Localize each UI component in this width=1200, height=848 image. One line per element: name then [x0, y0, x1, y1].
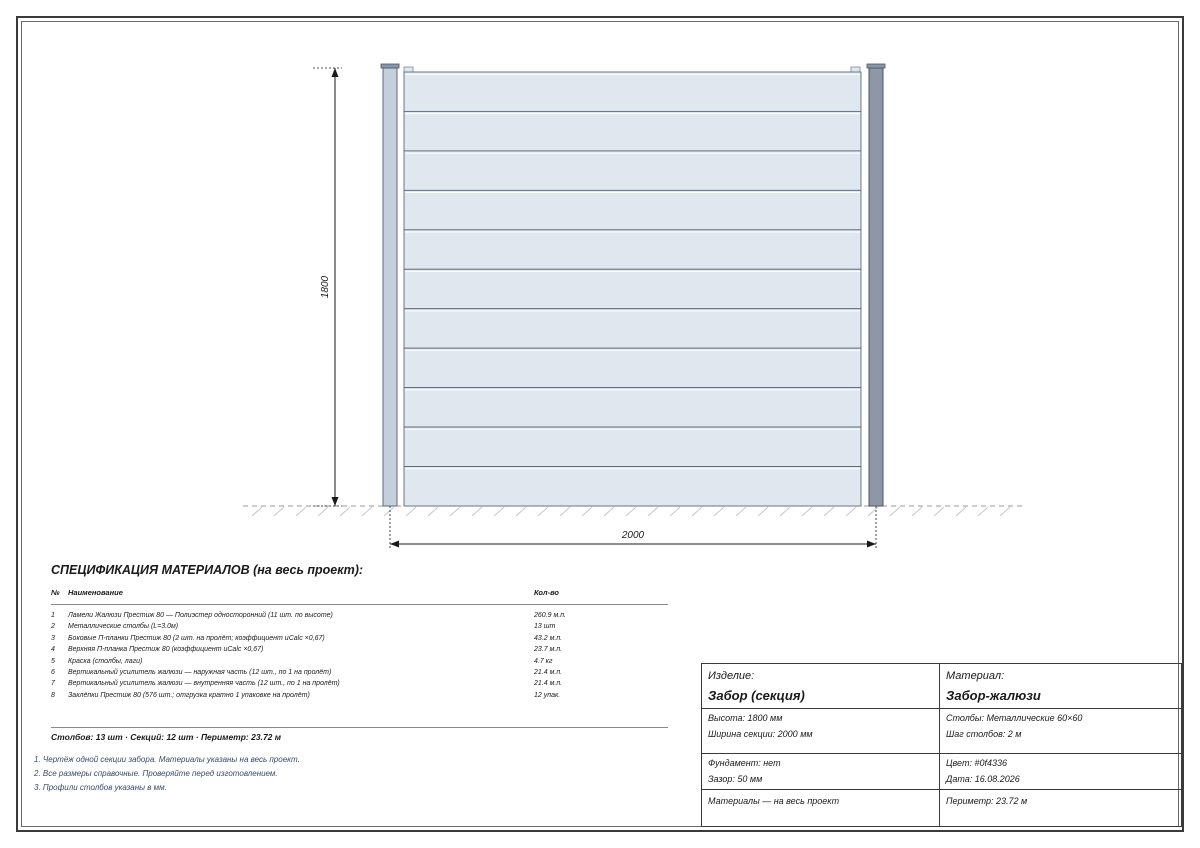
ground-hatch-mark: [890, 507, 900, 516]
spec-row-name: Верхняя П-планка Престиж 80 (коэффициент uCalc ×0,67): [68, 646, 264, 654]
ground-hatch-mark: [758, 507, 768, 516]
date-value: Дата: 16.08.2026: [946, 774, 1020, 784]
spec-row: [0, 658, 680, 670]
right-post: [869, 68, 883, 506]
ground-hatch-mark: [560, 507, 570, 516]
spec-row-name: Заклёпки Престиж 80 (576 шт.; отгрузка кратно 1 упаковке на пролёт): [68, 691, 310, 699]
ground-hatch-mark: [1000, 507, 1010, 516]
spec-col-name: Наименование: [68, 588, 123, 597]
spec-row: [0, 692, 680, 704]
title-block: [701, 663, 1182, 827]
lamel: [404, 427, 861, 466]
ground-hatch-mark: [296, 507, 306, 516]
spec-row-no: 8: [51, 691, 55, 699]
ground-hatch-mark: [340, 507, 350, 516]
product-value: Забор (секция): [708, 688, 805, 703]
ground-hatch-mark: [802, 507, 812, 516]
lamel: [404, 190, 861, 229]
lamel: [404, 269, 861, 308]
ground-hatch-mark: [780, 507, 790, 516]
lamel: [404, 111, 861, 150]
ground-hatch-mark: [626, 507, 636, 516]
spec-footer-rule: [51, 727, 668, 728]
ground-hatch-mark: [978, 507, 988, 516]
ground-hatch-mark: [406, 507, 416, 516]
title-block-divider: [939, 664, 940, 826]
note-2: 2. Все размеры справочные. Проверяйте перед изготовлением.: [34, 769, 278, 778]
spec-row-name: Боковые П-планки Престиж 80 (2 шт. на пролёт; коэффициент uCalc ×0,67): [68, 634, 325, 642]
material-value: Забор-жалюзи: [946, 688, 1041, 703]
title-block-rule-3: [702, 789, 1181, 790]
ground-hatch-mark: [868, 507, 878, 516]
spec-row-no: 3: [51, 634, 55, 642]
lamel-group: [404, 72, 861, 506]
ground-hatch-mark: [516, 507, 526, 516]
height-arrow-bottom: [332, 497, 339, 506]
ground-hatch-mark: [692, 507, 702, 516]
spec-row: [0, 646, 680, 658]
spec-row-name: Вертикальный усилитель жалюзи — внутренняя часть (12 шт., по 1 на пролёт): [68, 680, 340, 688]
color-value: Цвет: #0f4336: [946, 758, 1007, 768]
ground-hatch-mark: [934, 507, 944, 516]
lamel: [404, 388, 861, 427]
spec-header-rule: [51, 604, 668, 605]
lamel: [404, 230, 861, 269]
ground-hatch-mark: [428, 507, 438, 516]
lamel: [404, 309, 861, 348]
height-value: Высота: 1800 мм: [708, 713, 783, 723]
spec-row: [0, 635, 680, 647]
spec-col-no: №: [51, 588, 60, 597]
right-post-cap: [867, 64, 885, 68]
left-post-cap: [381, 64, 399, 68]
ground-hatch-mark: [318, 507, 328, 516]
material-label: Материал:: [946, 670, 1005, 682]
spec-row-qty: 260.9 м.п.: [534, 612, 567, 619]
posts-value: Столбы: Металлические 60×60: [946, 713, 1083, 723]
ground-hatch-mark: [582, 507, 592, 516]
spec-row-qty: 4.7 кг: [534, 657, 553, 665]
height-dimension-label: 1800: [320, 275, 331, 299]
width-arrow-right: [867, 541, 876, 548]
spec-row-qty: 21.4 м.п.: [534, 669, 563, 676]
ground-hatch-mark: [670, 507, 680, 516]
ground-hatch-mark: [648, 507, 658, 516]
title-block-rule-2: [702, 753, 1181, 754]
spec-row-name: Металлические столбы (L=3.0м): [68, 623, 179, 631]
spec-row-no: 6: [51, 669, 55, 676]
product-label: Изделие:: [708, 670, 755, 682]
lamel: [404, 467, 861, 506]
left-post: [383, 68, 397, 506]
spec-row-name: Ламели Жалюзи Престиж 80 — Полиэстер односторонний (11 шт. по высоте): [68, 612, 333, 619]
spec-row-qty: 12 упак.: [534, 691, 561, 699]
ground-hatch-mark: [714, 507, 724, 516]
ground-hatch-mark: [472, 507, 482, 516]
ground-hatch-mark: [846, 507, 856, 516]
ground-hatch-mark: [274, 507, 284, 516]
ground-hatch-mark: [956, 507, 966, 516]
ground-hatch: [252, 507, 1010, 516]
title-block-rule-1: [702, 708, 1181, 709]
lamel: [404, 348, 861, 387]
spec-row: [0, 680, 680, 692]
spec-row-name: Краска (столбы, лаги): [68, 657, 143, 665]
ground-hatch-mark: [538, 507, 548, 516]
spec-row-qty: 21.4 м.п.: [534, 680, 563, 688]
spec-summary: Столбов: 13 шт · Секций: 12 шт · Периметр: 23.72 м: [51, 732, 282, 742]
spec-row-no: 2: [51, 623, 55, 631]
spec-row-qty: 43.2 м.п.: [534, 634, 563, 642]
spec-row-no: 4: [51, 646, 55, 654]
ground-hatch-mark: [384, 507, 394, 516]
ground-hatch-mark: [912, 507, 922, 516]
gap-value: Зазор: 50 мм: [708, 774, 763, 784]
spec-row: [0, 623, 680, 635]
spec-row-no: 5: [51, 657, 55, 665]
spec-row-qty: 13 шт: [534, 623, 556, 631]
ground-hatch-mark: [604, 507, 614, 516]
spec-row-name: Вертикальный усилитель жалюзи — наружная часть (12 шт., по 1 на пролёт): [68, 669, 332, 676]
spec-row-qty: 23.7 м.п.: [534, 646, 563, 654]
ground-hatch-mark: [494, 507, 504, 516]
perimeter-value: Периметр: 23.72 м: [946, 796, 1028, 806]
width-dimension-label: 2000: [621, 530, 645, 541]
note-1: 1. Чертёж одной секции забора. Материалы указаны на весь проект.: [34, 755, 300, 764]
spec-col-qty: Кол-во: [534, 588, 559, 597]
lamel: [404, 72, 861, 111]
section-width-value: Ширина секции: 2000 мм: [708, 729, 813, 739]
lamel: [404, 151, 861, 190]
foundation-value: Фундамент: нет: [708, 758, 781, 768]
post-step-value: Шаг столбов: 2 м: [946, 729, 1022, 739]
height-arrow-top: [332, 68, 339, 77]
note-3: 3. Профили столбов указаны в мм.: [34, 783, 167, 792]
spec-title: СПЕЦИФИКАЦИЯ МАТЕРИАЛОВ (на весь проект):: [51, 563, 364, 577]
spec-row-no: 1: [51, 612, 55, 619]
materials-scope-value: Материалы — на весь проект: [708, 796, 840, 806]
ground-hatch-mark: [824, 507, 834, 516]
ground-hatch-mark: [362, 507, 372, 516]
width-arrow-left: [390, 541, 399, 548]
spec-row-no: 7: [51, 680, 55, 688]
ground-hatch-mark: [736, 507, 746, 516]
ground-hatch-mark: [450, 507, 460, 516]
ground-hatch-mark: [252, 507, 262, 516]
